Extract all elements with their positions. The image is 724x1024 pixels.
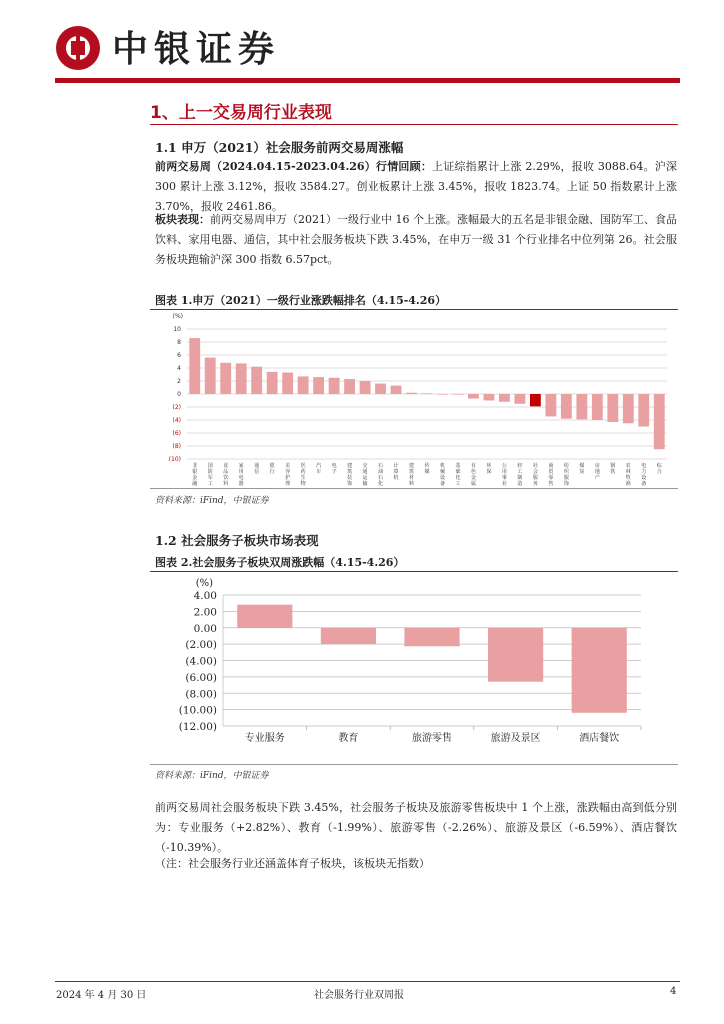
y-tick-label: (4.00): [185, 655, 217, 668]
bar: [607, 394, 618, 422]
x-tick-label: 电力设备: [641, 463, 647, 487]
bar: [267, 372, 278, 394]
paragraph-subsector-summary: 前两交易周社会服务板块下跌 3.45%，社会服务子板块及旅游零售板块中 1 个上涨，涨跌幅由高到低分别为：专业服务（+2.82%）、教育（-1.99%）、旅游零售（-2.26%）、旅游及景区（-6.59%）、酒店餐饮（-10.39%）。: [155, 801, 677, 854]
figure-2-source: 资料来源：iFind，中银证券: [155, 771, 269, 781]
x-tick-label: 建筑材料: [409, 463, 415, 487]
x-tick-label: 旅游零售: [412, 733, 452, 744]
bar: [530, 394, 541, 406]
bar: [360, 381, 371, 394]
paragraph-market-review: [155, 157, 677, 217]
bar: [592, 394, 603, 420]
figure-2-title: 图表 2.社会服务子板块双周涨跌幅（4.15-4.26）: [155, 556, 405, 569]
y-tick-label: 8: [177, 339, 181, 346]
footer-title: 社会服务行业双周报: [314, 990, 404, 1001]
y-tick-label: (8): [172, 443, 181, 450]
figure-1-title: 图表 1.申万（2021）一级行业涨跌幅排名（4.15-4.26）: [155, 294, 447, 307]
x-tick-label: 酒店餐饮: [579, 733, 620, 744]
x-tick-label: 社会服务: [532, 463, 538, 487]
x-tick-label: 非银金融: [192, 463, 198, 487]
x-tick-label: 汽车: [316, 463, 322, 475]
y-tick-label: (2): [172, 404, 181, 411]
x-tick-label: 交通运输: [362, 463, 368, 487]
y-tick-label: 2.00: [193, 606, 217, 619]
bar: [488, 628, 543, 682]
figure-1-source: 资料来源：iFind，中银证券: [155, 496, 269, 506]
bar: [484, 394, 495, 401]
paragraph-note: （注：社会服务行业还涵盖体育子板块，该板块无指数）: [155, 857, 430, 870]
paragraph-sector: [155, 210, 677, 270]
x-tick-label: 石油石化: [378, 463, 384, 487]
bar: [576, 394, 587, 419]
y-tick-label: 6: [177, 352, 181, 359]
figure-2-rule: [150, 571, 678, 572]
bar: [282, 373, 293, 394]
x-tick-label: 美容护理: [285, 463, 291, 487]
y-tick-label: (6): [172, 430, 181, 437]
x-tick-label: 纺织服饰: [563, 463, 569, 487]
x-tick-label: 计算机: [393, 463, 399, 481]
subsection-title-1: 1.1 申万（2021）社会服务前两交易周涨幅: [155, 140, 404, 155]
brand-name: 中银证券: [112, 29, 281, 70]
y-tick-label: 2: [177, 378, 181, 385]
bar: [329, 378, 340, 394]
x-tick-label: 国防军工: [207, 463, 213, 487]
bar: [638, 394, 649, 427]
bar: [437, 394, 448, 395]
bar: [406, 393, 417, 394]
x-tick-label: 教育: [338, 733, 359, 744]
y-tick-label: (12.00): [178, 721, 217, 733]
x-tick-label: 农林牧渔: [625, 463, 631, 487]
figure-1-bottom-rule: [150, 488, 678, 489]
footer-rule: [55, 981, 680, 982]
x-tick-label: 家用电器: [238, 463, 244, 487]
header-rule: [55, 78, 680, 83]
x-tick-label: 旅游及景区: [490, 733, 541, 744]
x-tick-label: 钢铁: [610, 463, 616, 475]
page-number: 4: [670, 986, 677, 997]
bar: [391, 386, 402, 394]
bar: [375, 384, 386, 394]
y-tick-label: (2.00): [185, 639, 217, 652]
bar: [514, 394, 525, 404]
x-tick-label: 有色金属: [470, 463, 476, 487]
bar: [220, 363, 231, 394]
y-tick-label: 4.00: [193, 590, 217, 602]
bar: [572, 628, 627, 713]
bar: [189, 338, 200, 394]
x-tick-label: 轻工制造: [517, 463, 523, 487]
bar: [545, 394, 556, 416]
bar: [404, 628, 459, 647]
chart-industry-ranking: [155, 310, 677, 488]
x-tick-label: 煤炭: [579, 463, 585, 475]
x-tick-label: 基础化工: [455, 463, 461, 487]
y-tick-label: (10.00): [178, 704, 217, 717]
y-tick-label: 0: [177, 391, 181, 398]
y-tick-label: (10): [168, 456, 181, 463]
paragraph-lead: 板块表现：: [155, 213, 211, 226]
bar: [561, 394, 572, 419]
y-axis-unit: (%): [172, 313, 183, 320]
x-tick-label: 银行: [269, 463, 275, 475]
x-tick-label: 环保: [486, 463, 492, 475]
bar: [313, 377, 324, 394]
chart-subsector-returns: [155, 574, 677, 760]
x-tick-label: 电子: [331, 463, 337, 475]
section-rule: [150, 124, 678, 125]
y-tick-label: 10: [173, 326, 181, 333]
paragraph-text: 前两交易周申万（2021）一级行业中 16 个上涨。涨幅最大的五名是非银金融、国防军工、食品饮料、家用电器、通信，其中社会服务板块下跌 3.45%，在申万一级 31 个行业排名中位列第 26。社会服务板块跑输沪深 300 指数 6.57pct。: [155, 213, 678, 266]
figure-2-bottom-rule: [150, 764, 678, 765]
y-tick-label: (4): [172, 417, 181, 424]
x-tick-label: 房地产: [594, 463, 600, 481]
bar: [623, 394, 634, 423]
x-tick-label: 机械设备: [439, 463, 445, 487]
paragraph-lead: 前两交易周（2024.04.15-2023.04.26）行情回顾：: [155, 160, 433, 173]
x-tick-label: 传媒: [424, 463, 430, 475]
bar: [298, 376, 309, 394]
y-tick-label: 4: [177, 365, 181, 372]
paragraph-text: 上证综指累计上涨 2.29%，报收 3088.64。沪深 300 累计上涨 3.12%，报收 3584.27。创业板累计上涨 3.45%，报收 1823.74。上证 50 指数累计上涨 3.70%，报收 2461.86。: [155, 160, 677, 213]
subsection-title-2: 1.2 社会服务子板块市场表现: [155, 533, 319, 548]
bar: [499, 394, 510, 402]
y-tick-label: (8.00): [185, 688, 217, 701]
x-tick-label: 食品饮料: [223, 463, 229, 487]
x-tick-label: 建筑装饰: [347, 463, 353, 487]
x-tick-label: 医药生物: [300, 463, 306, 487]
footer-date: 2024 年 4 月 30 日: [56, 990, 147, 1001]
logo-icon-bar: [76, 30, 80, 66]
x-tick-label: 通信: [254, 463, 260, 475]
section-title: 1、上一交易周行业表现: [150, 103, 332, 123]
y-axis-unit: (%): [195, 578, 213, 589]
x-tick-label: 商贸零售: [548, 463, 554, 487]
y-tick-label: (6.00): [185, 671, 217, 684]
bar: [453, 394, 464, 395]
bar: [654, 394, 665, 449]
bar: [321, 628, 376, 644]
bar: [344, 379, 355, 394]
bar: [468, 394, 479, 399]
bar: [251, 367, 262, 394]
bar: [205, 358, 216, 394]
bar: [237, 605, 292, 628]
bar: [422, 393, 433, 394]
y-tick-label: 0.00: [193, 622, 217, 635]
x-tick-label: 综合: [656, 463, 662, 475]
bar: [236, 363, 247, 394]
x-tick-label: 专业服务: [244, 733, 285, 744]
x-tick-label: 公用事业: [501, 463, 507, 487]
